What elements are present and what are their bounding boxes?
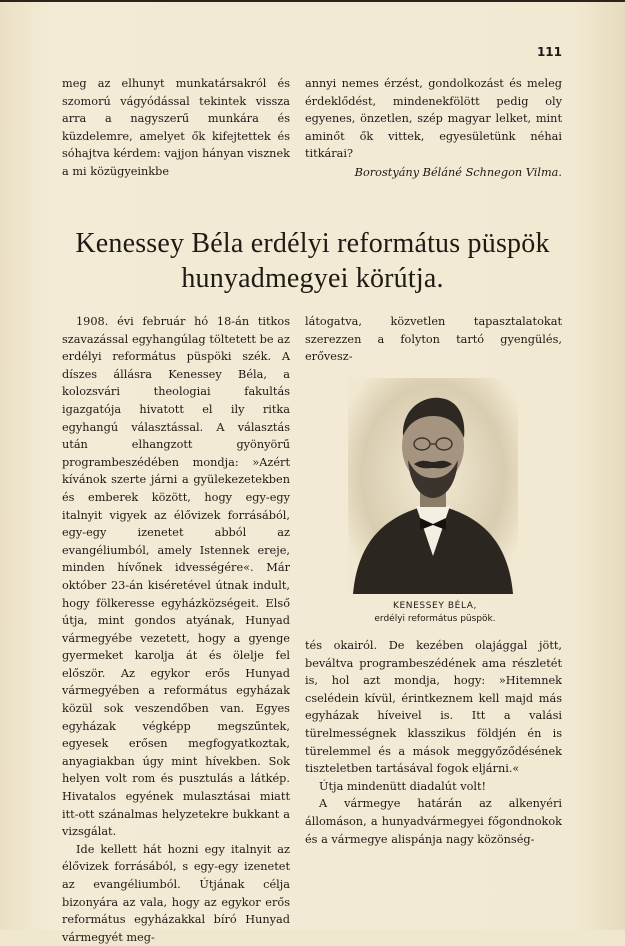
previous-article-column-1 bbox=[62, 75, 290, 181]
portrait-caption bbox=[340, 600, 530, 626]
article-title-line-2: hunyadmegyei körútja. bbox=[181, 263, 444, 294]
article-column-2-bottom bbox=[305, 637, 562, 848]
previous-article-column-2 bbox=[305, 75, 562, 182]
article-paragraph-2: Ide kellett hát hozni egy italnyit az élővizek forrásából, s egy-egy izenetet az evangéliumból. Útjának célja bizonyára az vala, hogy az egykor erős református egyházakkal bíró Hunyad vármegyét meg- bbox=[62, 842, 290, 944]
article-paragraph-3: tés okairól. De kezében olajággal jött, beváltva programbeszédének ama részletét is, hol azt mondja, hogy: »Hitemnek cselédein kívül, érintkeznem kell majd más egyházak híveivel is. Itt a valási türelmességnek klasszikus földjén én is türelemmel és a mások meggyőződésének tiszteletben tartásával fogok eljárni.« bbox=[305, 639, 562, 776]
article-column-2-top bbox=[305, 313, 562, 366]
article-column-2-top-text: látogatva, közvetlen tapasztalatokat szerezzen a folyton tartó gyengülés, erővesz- bbox=[305, 315, 562, 364]
article-column-1 bbox=[62, 313, 290, 946]
page-number: 111 bbox=[536, 45, 562, 59]
article-paragraph-4: Útja mindenütt diadalút volt! bbox=[319, 779, 487, 793]
article-title-line-1: Kenessey Béla erdélyi református püspök bbox=[75, 228, 550, 259]
article-title bbox=[40, 226, 585, 296]
signature: Borostyány Béláné Schnegon Vilma. bbox=[354, 165, 562, 179]
portrait-caption-name: KENESSEY BÉLA, bbox=[393, 601, 477, 611]
portrait-image bbox=[348, 378, 518, 594]
previous-article-text-1: meg az elhunyt munkatársakról és szomorú vágyódással tekintek vissza arra a nagyszerű munkára és küzdelemre, amelyet ők kifejtettek és sóhajtva kérdem: vajjon hányan visznek a mi közügyeinkbe bbox=[62, 77, 290, 178]
article-paragraph-5: A vármegye határán az alkenyéri állomáson, a hunyadvármegyei főgondnokok és a vármegye alispánja nagy közönség- bbox=[305, 797, 562, 846]
previous-article-text-2: annyi nemes érzést, gondolkozást és meleg érdeklődést, mindenekfölött pedig oly egyenes, önzetlen, szép magyar lelket, mint aminőt ők vittek, egyesületünk néhai titkárai? bbox=[305, 77, 562, 161]
page-top-edge bbox=[0, 0, 625, 2]
portrait-caption-role: erdélyi református püspök. bbox=[374, 614, 496, 624]
article-paragraph-1: 1908. évi február hó 18-án titkos szavazással egyhangúlag töltetett be az erdélyi református püspöki szék. A díszes állásra Kenessey Béla, a kolozsvári theologiai fakultás igazgatója hivatott el ily ritka egyhangú választással. A választás után elhangzott gyönyörű programbeszédében mondja: »Azért kívánok szerte járni a gyülekezetekben és emberek között, hogy egy-egy italnyit vigyek az élővizek forrásából, egy-egy izenetet abból az evangéliumból, amely Istennek ereje, minden hívőnek idvességére«. Már október 23-án kiséretével útnak indult, hogy fölkeresse egyházközségeit. Első útja, mint gondos atyának, Hunyad vármegyébe vezetett, hogy a gyenge gyermeket karolja át és ölelje fel először. Az egykor erős Hunyad vármegyében a református egyházak közül sok veszendőben van. Egyes egyházak végképp megszűntek, egyesek erősen megfogyatkoztak, anyagiakban úgy mint hívekben. Sok helyen volt rom és pusztulás a látkép. Hivatalos egyének mulasztásai miatt itt-ott szánalmas helyzetekre bukkant a vizsgálat. bbox=[62, 315, 290, 839]
